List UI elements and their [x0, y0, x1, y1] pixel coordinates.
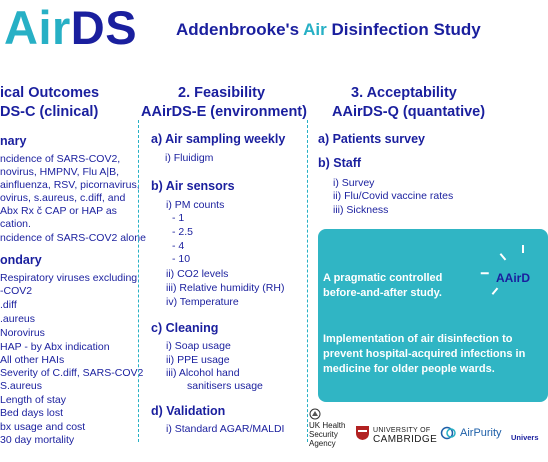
sparkle-ray-icon — [492, 287, 498, 294]
col1-section-secondary: ondary — [0, 253, 42, 267]
col2-air-sensors-item: iv) Temperature — [166, 296, 239, 308]
col2-air-sensors-item: - 1 — [172, 212, 185, 224]
cambridge-shield-icon — [355, 425, 370, 441]
royal-crest-icon — [309, 408, 321, 420]
sparkle-ray-icon — [481, 272, 489, 274]
col1-secondary-item: .diff — [0, 299, 17, 311]
col2-air-sensors-item: i) PM counts — [166, 199, 225, 211]
col2-air-sensors-item: - 10 — [172, 253, 191, 265]
col2-air-sensors-item: - 4 — [172, 240, 185, 252]
ukhsa-logo-line: Agency — [309, 439, 336, 448]
col3-staff-item: ii) Flu/Covid vaccine rates — [333, 190, 454, 202]
col1-secondary-item: HAP - by Abx indication — [0, 341, 110, 353]
study-summary-callout — [318, 229, 548, 402]
col2-section-air-sampling: a) Air sampling weekly — [151, 132, 286, 146]
col2-cleaning-item: sanitisers usage — [187, 380, 263, 392]
callout-text-line: medicine for older people wards. — [323, 363, 495, 375]
sparkle-ray-icon — [500, 253, 506, 260]
col1-secondary-item: Respiratory viruses excluding — [0, 272, 138, 284]
col1-primary-item: ainfluenza, RSV, picornavirus, — [0, 179, 140, 191]
col1-secondary-item: 30 day mortality — [0, 434, 75, 446]
col1-secondary-item: All other HAIs — [0, 354, 65, 366]
study-title-part2: Disinfection Study — [326, 20, 481, 39]
col1-primary-item: ncidence of SARS-COV2, — [0, 153, 121, 165]
col2-title-line1: 2. Feasibility — [178, 85, 266, 101]
cambridge-logo-line: UNIVERSITY OF — [373, 427, 431, 434]
column-divider — [307, 120, 308, 442]
col2-title-line2: AAirDS-E (environment) — [141, 104, 307, 120]
col1-primary-item: Abx Rx č CAP or HAP as — [0, 205, 117, 217]
callout-text-line: prevent hospital-acquired infections in — [323, 348, 526, 360]
col2-section-validation: d) Validation — [151, 404, 226, 418]
study-title-part1: Addenbrooke's — [176, 20, 304, 39]
col1-secondary-item: bx usage and cost — [0, 421, 86, 433]
col1-primary-item: cation. — [0, 218, 31, 230]
col1-secondary-item: Bed days lost — [0, 407, 64, 419]
col2-cleaning-item: ii) PPE usage — [166, 354, 230, 366]
logo-ds: DS — [70, 1, 138, 54]
col2-section-cleaning: c) Cleaning — [151, 321, 219, 335]
university-logo: Univers — [511, 433, 539, 442]
col2-air-sensors-item: ii) CO2 levels — [166, 268, 229, 280]
ukhsa-logo-line: Security — [309, 430, 338, 439]
col2-air-sensors-item: - 2.5 — [172, 226, 194, 238]
col2-cleaning-item: i) Soap usage — [166, 340, 231, 352]
col1-primary-item: ncidence of SARS-COV2 alone — [0, 232, 146, 244]
callout-badge: AAirD — [496, 271, 531, 285]
airpurity-logo: AirPurity — [460, 427, 502, 439]
col3-section-staff: b) Staff — [318, 156, 362, 170]
col1-secondary-item: -COV2 — [0, 285, 33, 297]
study-title-accent: Air — [303, 20, 327, 39]
col2-air-sampling-item: i) Fluidigm — [165, 152, 214, 164]
logo-air: Air — [4, 1, 71, 54]
col2-section-air-sensors: b) Air sensors — [151, 179, 235, 193]
col1-title-line1: ical Outcomes — [0, 85, 100, 101]
col3-staff-item: iii) Sickness — [333, 204, 389, 216]
callout-text-line: before-and-after study. — [323, 287, 442, 299]
col1-secondary-item: Severity of C.diff, SARS-COV2 — [0, 367, 144, 379]
col2-air-sensors-item: iii) Relative humidity (RH) — [166, 282, 285, 294]
column-divider — [138, 120, 139, 442]
sparkle-ray-icon — [522, 245, 524, 253]
study-title — [176, 20, 481, 40]
ukhsa-logo-line: UK Health — [309, 421, 346, 430]
col3-section-patients-survey: a) Patients survey — [318, 132, 425, 146]
col3-title-line1: 3. Acceptability — [351, 85, 457, 101]
col1-title-line2: DS-C (clinical) — [0, 104, 99, 120]
callout-text-line: Implementation of air disinfection to — [323, 333, 513, 345]
col2-cleaning-item: iii) Alcohol hand — [166, 367, 240, 379]
col1-secondary-item: .aureus — [0, 313, 36, 325]
col3-title-line2: AAirDS-Q (quantative) — [332, 104, 486, 120]
airpurity-swirl-icon — [440, 426, 458, 440]
col1-primary-item: ovirus, s.aureus, c.diff, and — [0, 192, 126, 204]
airds-logo — [4, 2, 137, 54]
cambridge-logo-line: CAMBRIDGE — [373, 434, 438, 445]
callout-text-line: A pragmatic controlled — [323, 272, 443, 284]
col1-section-primary: nary — [0, 134, 27, 148]
col1-secondary-item: Norovirus — [0, 327, 45, 339]
col1-secondary-item: Length of stay — [0, 394, 66, 406]
col1-primary-item: novirus, HMPNV, Flu A|B, — [0, 166, 120, 178]
col3-staff-item: i) Survey — [333, 177, 375, 189]
col1-secondary-item: S.aureus — [0, 380, 43, 392]
col2-validation-item: i) Standard AGAR/MALDI — [166, 423, 285, 435]
